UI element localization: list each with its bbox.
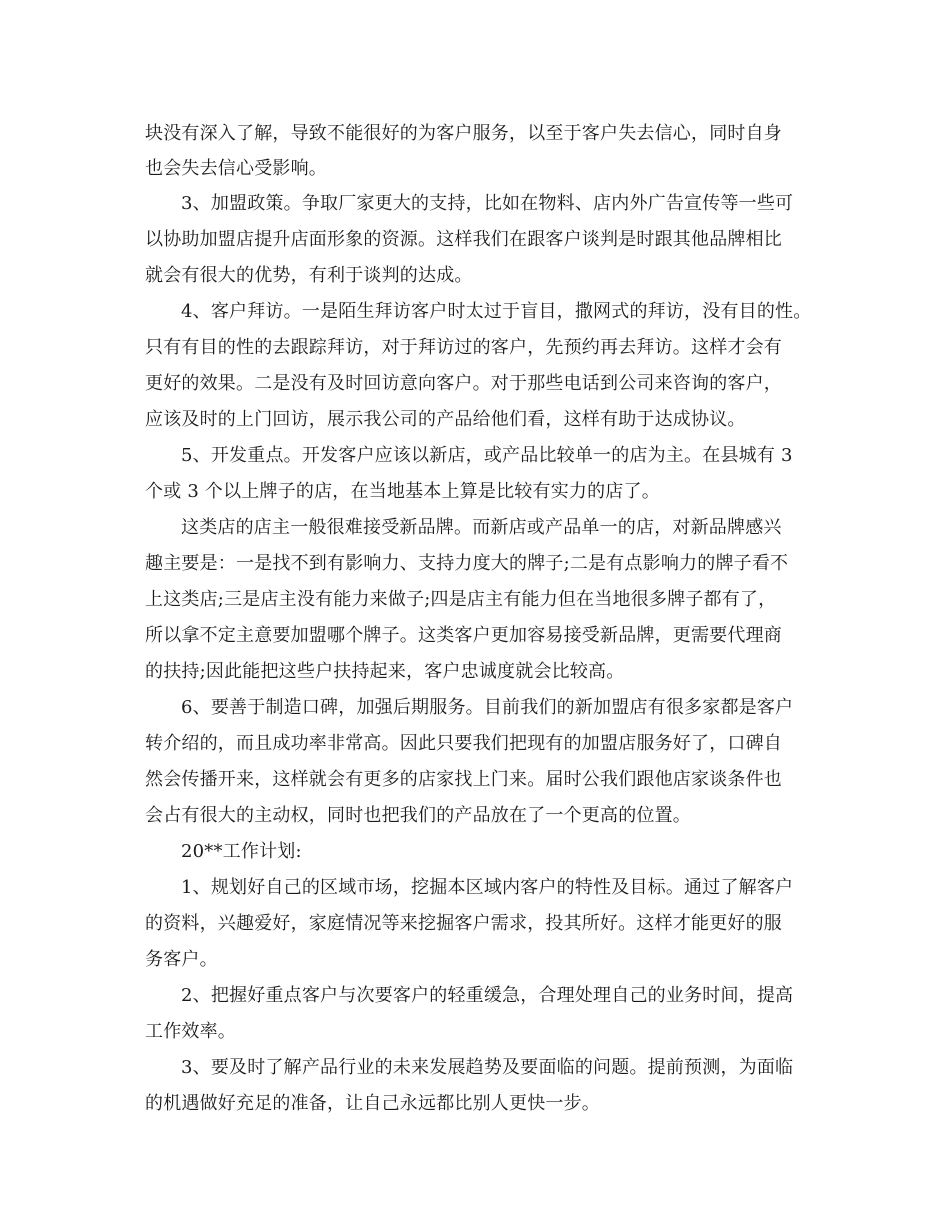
text-line: 所以拿不定主意要加盟哪个牌子。这类客户更加容易接受新品牌，更需要代理商 [145, 625, 782, 646]
section-heading: 20**工作计划: [181, 841, 302, 862]
text-line: 3、加盟政策。争取厂家更大的支持，比如在物料、店内外广告宣传等一些可 [181, 193, 794, 214]
text-line: 会占有很大的主动权，同时也把我们的产品放在了一个更高的位置。 [145, 805, 691, 826]
text-line: 的资料，兴趣爱好，家庭情况等来挖掘客户需求，投其所好。这样才能更好的服 [145, 913, 782, 934]
text-line: 只有有目的性的去跟踪拜访，对于拜访过的客户，先预约再去拜访。这样才会有 [145, 337, 782, 358]
text-line: 就会有很大的优势，有利于谈判的达成。 [145, 265, 473, 286]
text-line: 更好的效果。二是没有及时回访意向客户。对于那些电话到公司来咨询的客户， [145, 373, 782, 394]
text-line: 2、把握好重点客户与次要客户的轻重缓急，合理处理自己的业务时间，提高 [181, 985, 794, 1006]
text-line: 务客户。 [145, 949, 218, 970]
text-line: 6、要善于制造口碑，加强后期服务。目前我们的新加盟店有很多家都是客户 [181, 697, 794, 718]
text-line: 1、规划好自己的区域市场，挖掘本区域内客户的特性及目标。通过了解客户 [181, 877, 794, 898]
text-line: 趣主要是：一是找不到有影响力、支持力度大的牌子;二是有点影响力的牌子看不 [145, 553, 789, 574]
text-line: 的机遇做好充足的准备，让自己永远都比别人更快一步。 [145, 1093, 600, 1114]
text-line: 应该及时的上门回访，展示我公司的产品给他们看，这样有助于达成协议。 [145, 409, 746, 430]
text-line: 上这类店;三是店主没有能力来做子;四是店主有能力但在当地很多牌子都有了， [145, 589, 777, 610]
text-line: 以协助加盟店提升店面形象的资源。这样我们在跟客户谈判是时跟其他品牌相比 [145, 229, 782, 250]
text-line: 个或 3 个以上牌子的店，在当地基本上算是比较有实力的店了。 [145, 481, 660, 502]
text-line: 转介绍的，而且成功率非常高。因此只要我们把现有的加盟店服务好了，口碑自 [145, 733, 782, 754]
text-line: 4、客户拜访。一是陌生拜访客户时太过于盲目，撒网式的拜访，没有目的性。 [181, 301, 812, 322]
text-line: 工作效率。 [145, 1021, 236, 1042]
text-line: 5、开发重点。开发客户应该以新店，或产品比较单一的店为主。在县城有 3 [181, 445, 793, 466]
text-line: 也会失去信心受影响。 [145, 158, 327, 179]
text-line: 的扶持;因此能把这些户扶持起来，客户忠诚度就会比较高。 [145, 661, 625, 682]
text-line: 块没有深入了解，导致不能很好的为客户服务，以至于客户失去信心，同时自身 [145, 123, 782, 144]
text-line: 这类店的店主一般很难接受新品牌。而新店或产品单一的店，对新品牌感兴 [181, 517, 782, 538]
text-line: 然会传播开来，这样就会有更多的店家找上门来。届时公我们跟他店家谈条件也 [145, 769, 782, 790]
text-line: 3、要及时了解产品行业的未来发展趋势及要面临的问题。提前预测，为面临 [181, 1057, 794, 1078]
